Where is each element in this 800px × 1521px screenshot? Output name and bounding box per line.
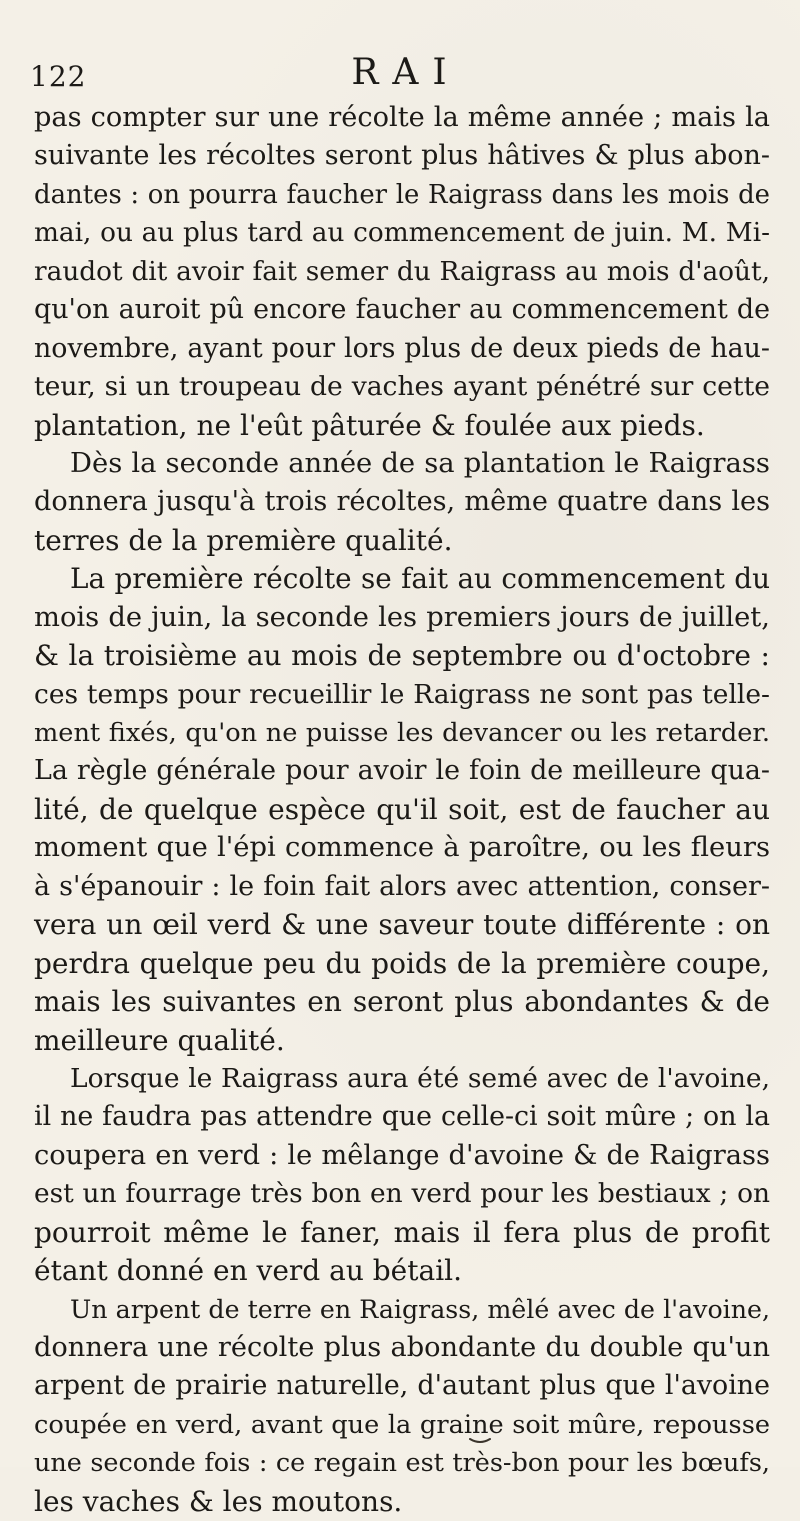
text-line: lité, de quelque espèce qu'il soit, est de faucher au bbox=[34, 792, 770, 826]
text-line: terres de la première qualité. bbox=[34, 523, 453, 557]
text-line: & la troisième au mois de septembre ou d'octobre : bbox=[34, 639, 770, 673]
text-line: mois de juin, la seconde les premiers jours de juillet, bbox=[34, 601, 770, 633]
text-line: une seconde fois : ce regain est très-bon pour les bœufs, bbox=[34, 1448, 770, 1479]
text-line: La règle générale pour avoir le foin de meilleure qua- bbox=[34, 755, 770, 787]
text-line: ces temps pour recueillir le Raigrass ne sont pas telle- bbox=[34, 678, 770, 710]
text-line: vera un œil verd & une saveur toute différente : on bbox=[34, 908, 770, 942]
text-line: coupera en verd : le mêlange d'avoine & de Raigrass bbox=[34, 1139, 770, 1171]
paragraph-first-line: Lorsque le Raigrass aura été semé avec de l'avoine, bbox=[70, 1062, 770, 1094]
text-line: raudot dit avoir fait semer du Raigrass au mois d'août, bbox=[34, 256, 770, 287]
running-head bbox=[30, 52, 770, 100]
paragraph-first-line: La première récolte se fait au commencement du bbox=[70, 562, 770, 596]
text-line: qu'on auroit pû encore faucher au commencement de bbox=[34, 294, 770, 326]
text-line: arpent de prairie naturelle, d'autant plus que l'avoine bbox=[34, 1370, 770, 1402]
text-line: donnera une récolte plus abondante du double qu'un bbox=[34, 1332, 770, 1363]
text-line: plantation, ne l'eût pâturée & foulée aux pieds. bbox=[34, 408, 705, 442]
body-text bbox=[34, 99, 770, 1521]
text-line: mais les suivantes en seront plus abondantes & de bbox=[34, 985, 770, 1019]
text-line: les vaches & les moutons. bbox=[34, 1484, 403, 1518]
text-line: meilleure qualité. bbox=[34, 1023, 285, 1057]
running-title: RAI bbox=[351, 52, 461, 93]
text-line: suivante les récoltes seront plus hâtives & plus abon- bbox=[34, 140, 770, 172]
text-line: coupée en verd, avant que la graine soit mûre, repousse bbox=[34, 1409, 770, 1440]
text-line: pas compter sur une récolte la même année ; mais la bbox=[34, 102, 770, 133]
text-line: dantes : on pourra faucher le Raigrass dans les mois de bbox=[34, 179, 770, 210]
text-line: moment que l'épi commence à paroître, ou les fleurs bbox=[34, 832, 770, 864]
text-line: étant donné en verd au bétail. bbox=[34, 1254, 462, 1288]
text-line: est un fourrage très bon en verd pour les bestiaux ; on bbox=[34, 1178, 770, 1210]
paragraph-first-line: Un arpent de terre en Raigrass, mêlé avec de l'avoine, bbox=[70, 1294, 770, 1324]
paragraph-first-line: Dès la seconde année de sa plantation le Raigrass bbox=[70, 447, 770, 479]
text-line: mai, ou au plus tard au commencement de juin. M. Mi- bbox=[34, 218, 770, 249]
text-line: donnera jusqu'à trois récoltes, même quatre dans les bbox=[34, 486, 770, 518]
page-number: 122 bbox=[30, 60, 87, 93]
text-line: teur, si un troupeau de vaches ayant pénétré sur cette bbox=[34, 371, 770, 403]
text-line: perdra quelque peu du poids de la première coupe, bbox=[34, 946, 770, 980]
text-line: novembre, ayant pour lors plus de deux pieds de hau- bbox=[34, 332, 770, 364]
text-line: il ne faudra pas attendre que celle-ci soit mûre ; on la bbox=[34, 1101, 770, 1133]
text-line: ment fixés, qu'on ne puisse les devancer ou les retarder. bbox=[34, 718, 770, 748]
printer-ornament-icon bbox=[468, 1436, 492, 1446]
text-line: pourroit même le faner, mais il fera plus de profit bbox=[34, 1215, 770, 1249]
text-line: à s'épanouir : le foin fait alors avec attention, conser- bbox=[34, 870, 770, 902]
